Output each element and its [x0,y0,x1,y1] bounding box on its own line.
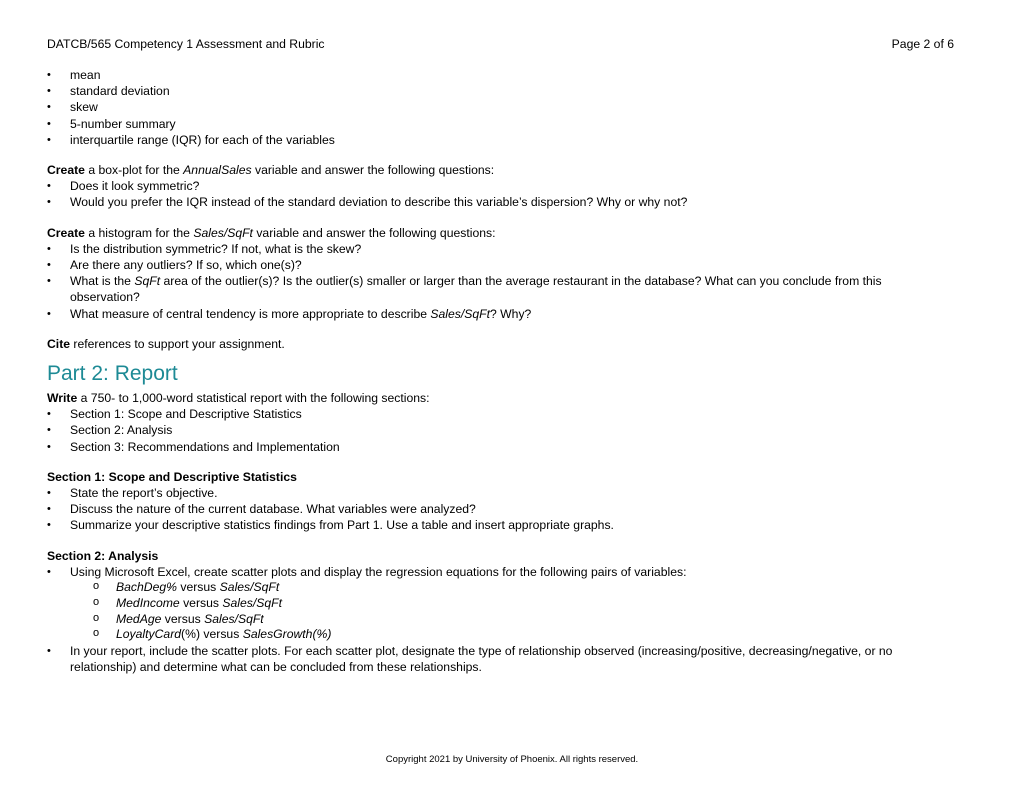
list-item: o LoyaltyCard(%) versus SalesGrowth(%) [93,627,937,643]
list-item: • standard deviation [47,83,937,99]
list-item: • Are there any outliers? If so, which one(s)? [47,257,937,273]
list-item: o MedIncome versus Sales/SqFt [93,596,937,612]
section1-list [47,485,937,534]
list-item: • Section 3: Recommendations and Implementation [47,439,937,455]
histogram-questions [47,241,937,322]
variable-pairs-list [93,580,937,643]
boxplot-instruction: Create a box-plot for the AnnualSales variable and answer the following questions: [47,163,495,178]
list-item: • skew [47,99,937,115]
histogram-instruction: Create a histogram for the Sales/SqFt variable and answer the following questions: [47,225,496,240]
section1-heading: Section 1: Scope and Descriptive Statistics [47,469,297,484]
list-item: • State the report’s objective. [47,485,937,501]
list-item: • Summarize your descriptive statistics findings from Part 1. Use a table and insert appropriate graphs. [47,517,937,533]
list-item: • Discuss the nature of the current database. What variables were analyzed? [47,501,937,517]
list-item: o MedAge versus Sales/SqFt [93,612,937,628]
list-item: • mean [47,67,937,83]
report-sections-list [47,406,937,455]
list-item: • interquartile range (IQR) for each of the variables [47,132,937,148]
part2-heading: Part 2: Report [47,362,178,386]
list-item: • In your report, include the scatter plots. For each scatter plot, designate the type of relationship observed (increasing/positive, decreasing/negative, or no relationship) and determine what can be concluded from these relationships. [47,643,937,675]
section2-heading: Section 2: Analysis [47,548,159,563]
list-item: o BachDeg% versus Sales/SqFt [93,580,937,596]
list-item: • What is the SqFt area of the outlier(s)? Is the outlier(s) smaller or larger than the average restaurant in the database? What can you conclude from this observation? [47,273,937,305]
list-item: • Does it look symmetric? [47,178,937,194]
list-item: • 5-number summary [47,116,937,132]
boxplot-questions [47,178,937,210]
section2-list [47,564,937,676]
list-item: • Is the distribution symmetric? If not, what is the skew? [47,241,937,257]
cite-instruction: Cite references to support your assignment. [47,336,285,351]
copyright-footer: Copyright 2021 by University of Phoenix. All rights reserved. [385,754,639,765]
statistics-list [47,67,937,148]
page-number: Page 2 of 6 [891,37,954,51]
list-item: • Using Microsoft Excel, create scatter plots and display the regression equations for the following pairs of variables: o BachDeg% versus Sales/SqFt o MedIncome versus Sales/SqFt o MedAge versus Sales/SqFt o LoyaltyCard(%) versus SalesGrowth(%) [47,564,937,643]
list-item: • Would you prefer the IQR instead of the standard deviation to describe this variable’s dispersion? Why or why not? [47,194,937,210]
report-instruction: Write a 750- to 1,000-word statistical report with the following sections: [47,391,430,406]
list-item: • What measure of central tendency is more appropriate to describe Sales/SqFt? Why? [47,306,937,322]
list-item: • Section 2: Analysis [47,422,937,438]
list-item: • Section 1: Scope and Descriptive Statistics [47,406,937,422]
document-title: DATCB/565 Competency 1 Assessment and Rubric [47,37,325,51]
document-body [47,67,937,676]
